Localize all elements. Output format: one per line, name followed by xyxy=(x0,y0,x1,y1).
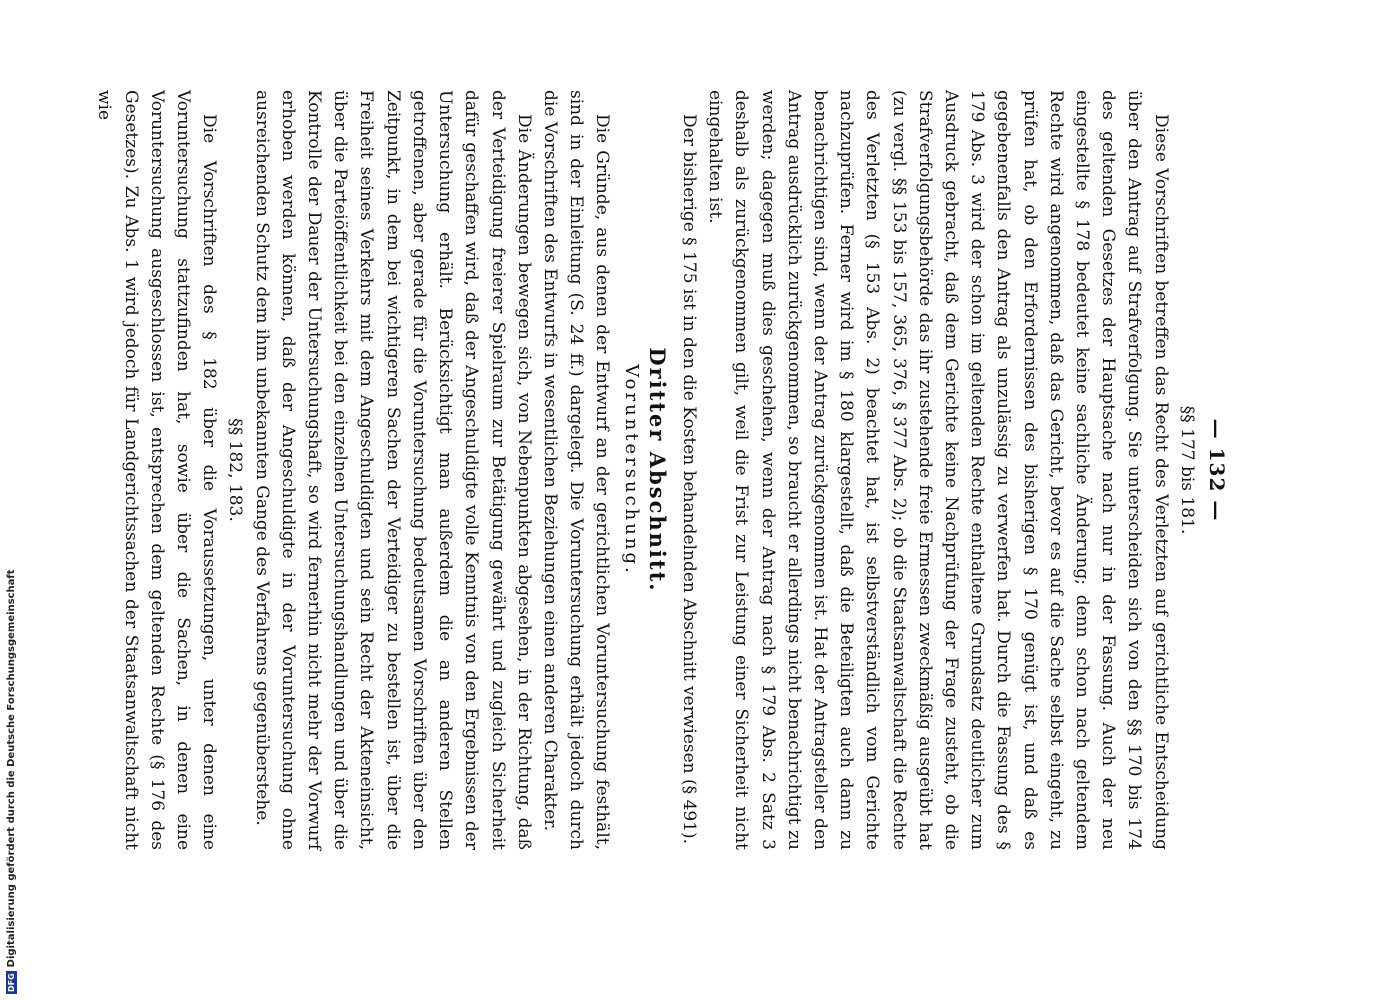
dfg-credit-strip xyxy=(4,0,18,1000)
paragraph: Die Vorschriften des § 182 über die Voraussetzungen, unter denen eine Voruntersuchung stattzufinden hat, sowie über die Sachen, in denen eine Voruntersuchung ausgeschlossen ist, entsprechen dem geltenden Rechte (§ 176 des Gesetzes). Zu Abs. 1 wird jedoch für Landgerichtssachen der Staatsanwaltschaft nicht wie xyxy=(94,90,220,850)
part-subtitle: Voruntersuchung. xyxy=(620,364,642,576)
part-title: Dritter Abschnitt. xyxy=(644,347,670,593)
dfg-logo: DFG xyxy=(6,973,16,992)
section-heading-182-183: §§ 182, 183. xyxy=(225,418,246,522)
page-number: — 132 — xyxy=(1205,418,1229,522)
section-heading-177-181: §§ 177 bis 181. xyxy=(1176,405,1197,535)
paragraph: Diese Vorschriften betreffen das Recht des Verletzten auf gerichtliche Entscheidung über den Antrag auf Strafverfolgung. Sie unterscheiden sich von den §§ 170 bis 174 des geltenden Gesetzes der Hauptsache nach nur in der Fassung. Auch der neu eingestellte § 178 bedeutet keine sachliche Änderung; denn schon nach geltendem Rechte wird angenommen, daß das Gericht, bevor es auf die Sache selbst eingeht, zu prüfen hat, ob den Erfordernissen des bisherigen § 170 genügt ist, und daß es gegebenenfalls den Antrag als unzulässig zu verwerfen hat. Durch die Fassung des § 179 Abs. 3 wird der schon im geltenden Rechte enthaltene Grundsatz deutlicher zum Ausdruck gebracht, daß dem Gerichte keine Nachprüfung der Frage zusteht, ob die Strafverfolgungsbehörde das ihr zustehende freie Ermessen zweckmäßig ausgeübt hat (zu vergl. §§ 153 bis 157, 365, 376, § 377 Abs. 2); ob die Staatsanwaltschaft die Rechte des Verletzten (§ 153 Abs. 2) beachtet hat, ist selbstverständlich vom Gerichte nachzuprüfen. Ferner wird im § 180 klargestellt, daß die Beteiligten auch dann zu benachrichtigen sind, wenn der Antrag zurückgenommen ist. Hat der Antragsteller den Antrag ausdrücklich zurückgenommen, so braucht er allerdings nicht benachrichtigt zu werden; dagegen muß dies geschehen, wenn der Antrag nach § 179 Abs. 2 Satz 3 deshalb als zurückgenommen gilt, weil die Frist zur Leistung einer Sicherheit nicht eingehalten ist. xyxy=(705,90,1171,850)
paragraph: Der bisherige § 175 ist in den die Kosten behandelnden Abschnitt verwiesen (§ 491). xyxy=(678,114,699,845)
paragraph: Die Änderungen bewegen sich, von Nebenpunkten abgesehen, in der Richtung, daß der Verteidigung freierer Spielraum zur Betätigung gewährt und zugleich Sicherheit dafür geschaffen wird, daß der Angeschuldigte volle Kenntnis von den Ergebnissen der Untersuchung erhält. Berücksichtigt man außerdem die an anderen Stellen getroffenen, aber gerade für die Voruntersuchung bedeutsamen Vorschriften über den Zeitpunkt, in dem bei wichtigeren Sachen der Verteidiger zu bestellen ist, über die Freiheit seines Verkehrs mit dem Angeschuldigten und sein Recht der Akteneinsicht, über die Parteiöffentlichkeit bei den einzelnen Untersuchungshandlungen und über die Kontrolle der Dauer der Untersuchungshaft, so wird fernerhin nicht mehr der Vorwurf erhoben werden können, daß der Angeschuldigte in der Voruntersuchung ohne ausreichenden Schutz dem ihm unbekannten Gange des Verfahrens gegenüberstehe. xyxy=(251,90,534,850)
paragraph: Die Gründe, aus denen der Entwurf an der gerichtlichen Voruntersuchung festhält, sind in der Einleitung (S. 24 ff.) dargelegt. Die Voruntersuchung erhält jedoch durch die Vorschriften des Entwurfs in wesentlichen Beziehungen einen anderen Charakter. xyxy=(539,90,613,850)
scanned-page xyxy=(94,90,1230,850)
dfg-credit-text: Digitalisierung gefördert durch die Deutsche Forschungsgemeinschaft xyxy=(5,569,17,968)
